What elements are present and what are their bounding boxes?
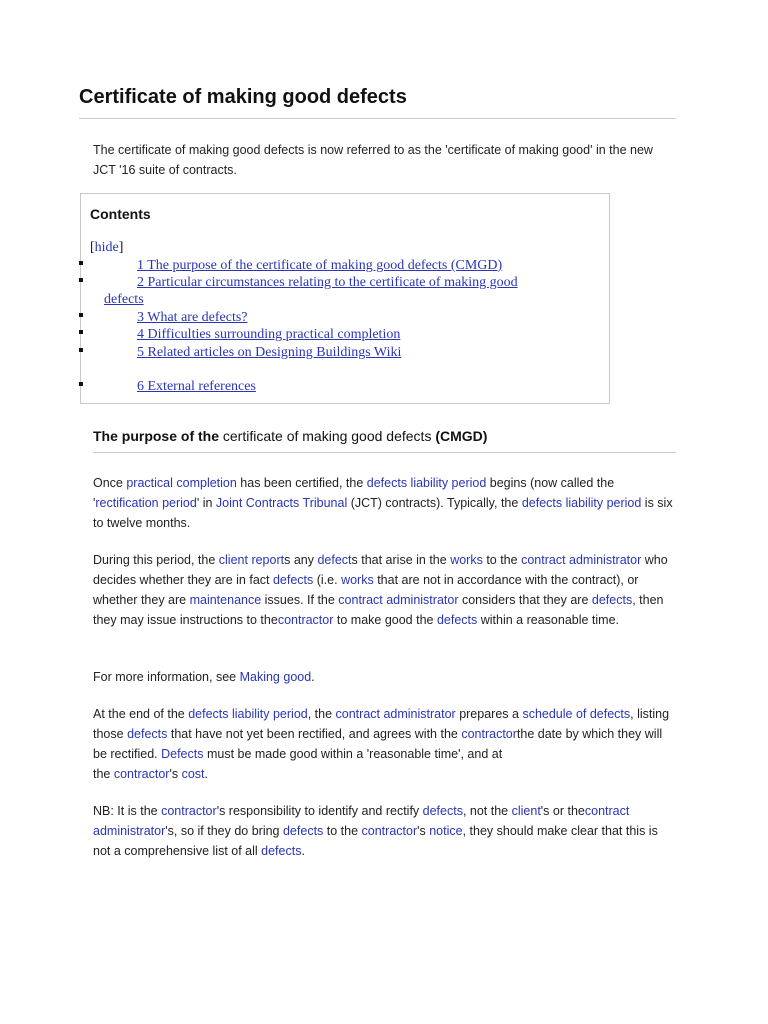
text: that are not in accordance with the contract), or whether they are xyxy=(93,573,639,607)
link-defects[interactable]: defects xyxy=(272,573,314,587)
text: . xyxy=(311,670,315,684)
text: to the xyxy=(323,824,362,838)
text: . xyxy=(204,767,208,781)
text: , not the xyxy=(462,804,512,818)
link-contract-administrator[interactable]: contract administrator xyxy=(335,707,456,721)
text: At the end of the xyxy=(93,707,189,721)
link-cost[interactable]: cost xyxy=(181,767,205,781)
link-works[interactable]: works xyxy=(450,553,483,567)
text: , the xyxy=(307,707,336,721)
text: is six to twelve months. xyxy=(93,496,673,530)
text: s that arise in the xyxy=(351,553,451,567)
text: ' in xyxy=(196,496,216,510)
text: , they should make clear that this is not a comprehensive list of all xyxy=(93,824,658,858)
link-maintenance[interactable]: maintenance xyxy=(189,593,262,607)
paragraph-nb xyxy=(93,801,678,861)
intro-paragraph: The certificate of making good defects is now referred to as the 'certificate of making good' in the new JCT '16 suite of contracts. xyxy=(93,143,653,177)
text: begins (now called the ' xyxy=(93,476,615,510)
link-report[interactable]: report xyxy=(251,553,285,567)
link-defects[interactable]: defects xyxy=(261,844,302,858)
link-defects[interactable]: defects xyxy=(436,613,478,627)
toc-hide-open-bracket: [ xyxy=(90,240,95,255)
text: the date by which they will be rectified. xyxy=(93,727,663,761)
text: within a reasonable time. xyxy=(477,613,620,627)
bullet-icon xyxy=(79,330,83,334)
link-contractor[interactable]: contractor xyxy=(461,727,517,741)
text: s any xyxy=(284,553,318,567)
link-making-good[interactable]: Making good xyxy=(239,670,312,684)
toc-link-circumstances-wrap[interactable]: defects xyxy=(104,292,144,307)
link-schedule-of-defects[interactable]: schedule of defects xyxy=(522,707,631,721)
paragraph-more-info xyxy=(93,667,678,687)
text: (i.e. xyxy=(313,573,342,587)
toc-link-related-articles[interactable]: 5 Related articles on Designing Buildings Wiki xyxy=(137,345,402,360)
text: During this period, the xyxy=(93,553,219,567)
link-contract-administrator[interactable]: contract administrator xyxy=(521,553,642,567)
link-contract-administrator[interactable]: contract administrator xyxy=(338,593,459,607)
link-client[interactable]: client xyxy=(511,804,541,818)
text: considers that they are xyxy=(458,593,592,607)
bullet-icon xyxy=(79,348,83,352)
text: to the xyxy=(482,553,522,567)
link-works[interactable]: works xyxy=(341,573,374,587)
bullet-icon xyxy=(79,382,83,386)
text: who decides whether they are in fact xyxy=(93,553,668,587)
toc-title: Contents xyxy=(90,206,151,222)
link-notice[interactable]: notice xyxy=(429,824,463,838)
link-client[interactable]: client xyxy=(218,553,248,567)
toc-link-difficulties[interactable]: 4 Difficulties surrounding practical completion xyxy=(137,327,401,342)
toc-link-circumstances[interactable]: 2 Particular circumstances relating to the certificate of making good xyxy=(137,275,518,290)
bullet-icon xyxy=(79,278,83,282)
link-contractor[interactable]: contractor xyxy=(113,767,170,781)
text: 's xyxy=(169,767,182,781)
link-defects-liability-period[interactable]: defects liability period xyxy=(188,707,308,721)
title-divider xyxy=(79,118,676,119)
page-title: Certificate of making good defects xyxy=(79,86,407,108)
link-rectification-period[interactable]: rectification period xyxy=(95,496,197,510)
link-defects[interactable]: defects xyxy=(591,593,633,607)
text: 's or the xyxy=(540,804,585,818)
link-contract-administrator[interactable]: contract administrator xyxy=(93,804,630,838)
text: 's, so if they do bring xyxy=(165,824,283,838)
text: , then they may issue instructions to the xyxy=(93,593,664,627)
section-heading-bold-start: The purpose of the xyxy=(93,428,219,444)
text: has been certified, the xyxy=(236,476,367,490)
paragraph-schedule xyxy=(93,704,678,784)
toc-hide-close-bracket: ] xyxy=(118,240,124,255)
paragraph-dlp xyxy=(93,473,678,533)
bullet-icon xyxy=(79,261,83,265)
text: 's xyxy=(417,824,430,838)
toc-hide-toggle xyxy=(90,240,123,256)
link-defects[interactable]: defects xyxy=(282,824,324,838)
link-defects[interactable]: defects xyxy=(422,804,463,818)
text: . xyxy=(301,844,305,858)
text: that have not yet been rectified, and agrees with the xyxy=(167,727,462,741)
section-heading-normal: certificate of making good defects xyxy=(219,428,436,444)
text: 's responsibility to identify and rectify xyxy=(216,804,423,818)
text: to make good the xyxy=(333,613,437,627)
table-of-contents xyxy=(80,193,610,404)
link-contractor[interactable]: contractor xyxy=(161,804,217,818)
text: must be made good within a 'reasonable time', and at xyxy=(203,747,503,761)
toc-link-purpose[interactable]: 1 The purpose of the certificate of making good defects (CMGD) xyxy=(137,258,503,273)
link-joint-contracts-tribunal[interactable]: Joint Contracts Tribunal xyxy=(215,496,348,510)
section-divider xyxy=(93,452,676,453)
section-heading-bold-end: (CMGD) xyxy=(435,428,488,444)
text: the xyxy=(93,767,114,781)
section-heading xyxy=(93,428,487,444)
link-defects-liability-period[interactable]: defects liability period xyxy=(366,476,487,490)
text: For more information, see xyxy=(93,670,240,684)
link-contractor[interactable]: contractor xyxy=(277,613,334,627)
paragraph-reporting xyxy=(93,550,678,630)
bullet-icon xyxy=(79,313,83,317)
text: prepares a xyxy=(455,707,523,721)
link-defect[interactable]: defect xyxy=(317,553,352,567)
link-practical-completion[interactable]: practical completion xyxy=(126,476,237,490)
link-contractor[interactable]: contractor xyxy=(361,824,418,838)
toc-hide-link[interactable]: hide xyxy=(94,240,119,255)
text: Once xyxy=(93,476,127,490)
text: (JCT) contracts). Typically, the xyxy=(347,496,522,510)
toc-link-what-are-defects[interactable]: 3 What are defects? xyxy=(137,310,248,325)
link-defects[interactable]: Defects xyxy=(161,747,204,761)
text: NB: It is the xyxy=(93,804,162,818)
text: issues. If the xyxy=(261,593,339,607)
link-defects-liability-period[interactable]: defects liability period xyxy=(521,496,642,510)
toc-link-external-references[interactable]: 6 External references xyxy=(137,379,256,394)
text: , listing those xyxy=(93,707,670,741)
link-defects[interactable]: defects xyxy=(127,727,168,741)
